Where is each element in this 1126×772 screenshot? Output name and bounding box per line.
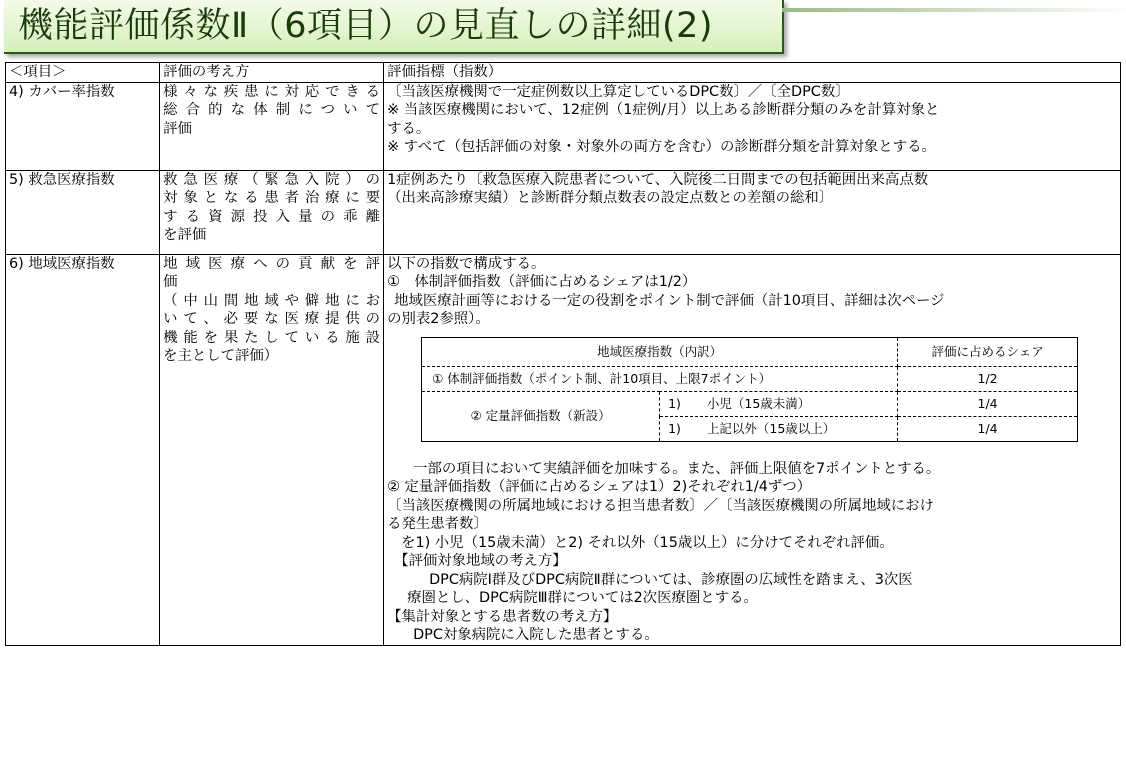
header-item: ＜項目＞ [6,63,160,83]
item-label: 6) 地域医療指数 [9,255,115,272]
indicator-line: 〔当該医療機関で一定症例数以上算定しているDPC数〕／〔全DPC数〕 [387,83,850,100]
item-cell [6,82,160,170]
breakdown-header-label: 地域医療指数（内訳） [422,337,898,366]
indicator-line: （出来高診療実績）と診断群分類点数表の設定点数との差額の総和〕 [387,190,834,206]
indicator-line: ① 体制評価指数（評価に占めるシェアは1/2） [387,274,697,290]
approach-cell [160,82,384,170]
table-header-row [6,63,1121,83]
approach-cell [160,170,384,254]
indicator-line: ※ 当該医療機関において、12症例（1症例/月）以上ある診断群分類のみを計算対象と [387,102,940,118]
indicator-cell [384,82,1121,170]
breakdown-subrow-num: 1) [668,395,681,411]
indicator-line: DPC対象病院に入院した患者とする。 [413,627,659,643]
indicator-line: ② 定量評価指数（評価に占めるシェアは1）2)それぞれ1/4ずつ） [387,479,812,495]
approach-line: 対象となる患者治療に要 [163,190,381,206]
breakdown-row-share: 1/4 [898,416,1078,441]
breakdown-subrow-label [660,416,898,441]
approach-line: を評価 [163,227,207,243]
approach-line: 地域医療への貢献を評 [163,255,381,272]
approach-cell [160,254,384,645]
approach-line: 価 [163,274,178,290]
breakdown-subrow-text: 小児（15歳未満） [706,395,811,411]
indicator-line: 一部の項目において実績評価を加味する。また、評価上限値を7ポイントとする。 [413,460,941,477]
breakdown-header-row [422,337,1078,366]
approach-line: （中山間地域や僻地にお [163,292,381,309]
table-row [6,170,1121,254]
indicator-line: を1) 小児（15歳未満）と2) それ以外（15歳以上）に分けてそれぞれ評価。 [401,534,894,551]
item-cell [6,254,160,645]
approach-line: を主として評価） [163,348,279,364]
indicator-line: 地域医療計画等における一定の役割をポイント制で評価（計10項目、詳細は次ページ [394,292,945,309]
breakdown-row [422,366,1078,391]
breakdown-header-share: 評価に占めるシェア [898,337,1078,366]
indicator-line: する。 [387,120,431,137]
approach-line: する資源投入量の乖離 [163,208,381,225]
item-label: 5) 救急医療指数 [9,171,115,188]
item-label: 4) カバー率指数 [9,83,115,100]
header-indicator: 評価指標（指数） [384,63,1121,83]
indicator-cell [384,254,1121,645]
indicator-line: ※ すべて（包括評価の対象・対象外の両方を含む）の診断群分類を計算対象とする。 [387,139,936,155]
indicator-line: 1症例あたり〔救急医療入院患者について、入院後二日間までの包括範囲出来高点数 [387,171,929,188]
indicator-line: 療圏とし、DPC病院Ⅲ群については2次医療圏とする。 [407,590,758,606]
breakdown-row [422,391,1078,416]
indicator-line: の別表2参照）。 [387,311,490,327]
breakdown-subrow-label [660,391,898,416]
approach-line: いて、必要な医療提供の [163,311,381,327]
table-row [6,254,1121,645]
title-banner [4,0,784,54]
indicator-line: DPC病院Ⅰ群及びDPC病院Ⅱ群については、診療圏の広域性を踏まえ、3次医 [429,571,913,588]
page-title: 機能評価係数Ⅱ（6項目）の見直しの詳細(2) [18,6,714,46]
breakdown-row-share: 1/2 [898,366,1078,391]
indicator-line: 〔当該医療機関の所属地域における担当患者数〕／〔当該医療機関の所属地域におけ [387,497,934,514]
indicator-line: 以下の指数で構成する。 [387,255,546,272]
breakdown-table [421,337,1078,442]
indicator-line: る発生患者数〕 [387,516,488,532]
indicator-cell [384,170,1121,254]
approach-line: 救急医療（緊急入院）の [163,171,381,188]
evaluation-table [5,62,1121,646]
approach-line: 様々な疾患に対応できる [163,83,381,100]
breakdown-row-share: 1/4 [898,391,1078,416]
approach-line: 評価 [163,120,192,137]
breakdown-subrow-text: 上記以外（15歳以上） [706,420,836,436]
header-approach: 評価の考え方 [160,63,384,83]
approach-line: 機能を果たしている施設 [163,329,381,346]
table-row [6,82,1121,170]
breakdown-row-label: ② 定量評価指数（新設） [422,391,660,441]
approach-line: 総合的な体制について [163,102,381,118]
breakdown-row-label: ① 体制評価指数（ポイント制、計10項目、上限7ポイント） [422,366,898,391]
breakdown-subrow-num: 1) [668,420,681,436]
item-cell [6,170,160,254]
indicator-line: 【評価対象地域の考え方】 [394,553,567,569]
indicator-line: 【集計対象とする患者数の考え方】 [387,608,618,625]
regional-index-breakdown [387,329,1117,460]
